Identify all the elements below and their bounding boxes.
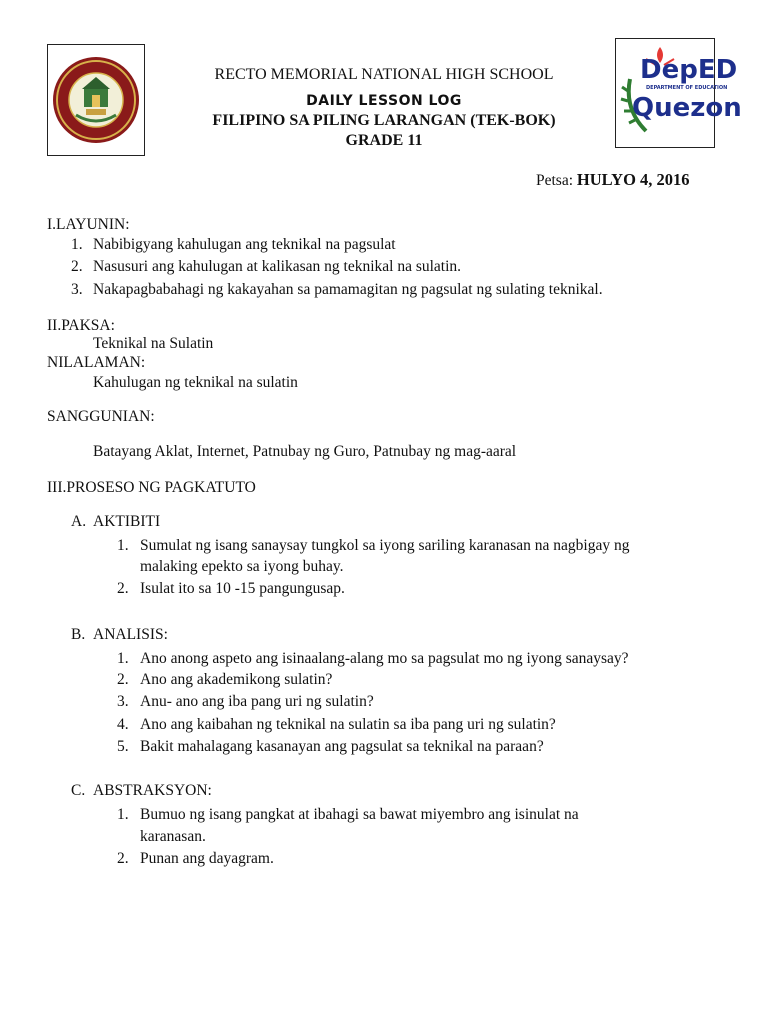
analisis-item: Ano ang kaibahan ng teknikal na sulatin sa iba pang uri ng sulatin? <box>140 716 556 733</box>
sanggunian-text: Batayang Aklat, Internet, Patnubay ng Guro, Patnubay ng mag-aaral <box>93 443 517 460</box>
aktibiti-item: Sumulat ng isang sanaysay tungkol sa iyong sariling karanasan na nagbigay ng <box>140 537 630 554</box>
analisis-item: Ano ang akademikong sulatin? <box>140 671 333 688</box>
school-name: RECTO MEMORIAL NATIONAL HIGH SCHOOL <box>214 66 554 83</box>
subject-title: FILIPINO SA PILING LARANGAN (TEK-BOK) <box>212 112 556 129</box>
log-title: DAILY LESSON LOG <box>306 93 462 109</box>
abstraksyon-item: Punan ang dayagram. <box>140 850 274 867</box>
analisis-item: Bakit mahalagang kasanayan ang pagsulat sa teknikal na paraan? <box>140 738 544 755</box>
nilalaman-text: Kahulugan ng teknikal na sulatin <box>93 374 298 391</box>
deped-logo-province: Quezon <box>632 93 742 123</box>
deped-logo-department: DEPARTMENT OF EDUCATION <box>646 85 728 91</box>
analisis-num: 3. <box>117 693 129 710</box>
layunin-item: Nabibigyang kahulugan ang teknikal na pagsulat <box>93 236 396 253</box>
sanggunian-heading: SANGGUNIAN: <box>47 408 155 425</box>
analisis-item: Anu- ano ang iba pang uri ng sulatin? <box>140 693 374 710</box>
analisis-num: 2. <box>117 671 129 688</box>
date-label: Petsa: <box>536 172 574 189</box>
analisis-num: 5. <box>117 738 129 755</box>
nilalaman-heading: NILALAMAN: <box>47 354 146 371</box>
analisis-num: 4. <box>117 716 129 733</box>
grade-level: GRADE 11 <box>345 132 423 149</box>
analisis-heading: ANALISIS: <box>93 626 168 643</box>
abstraksyon-num: 2. <box>117 850 129 867</box>
abstraksyon-item: Bumuo ng isang pangkat at ibahagi sa bawat miyembro ang isinulat na <box>140 806 579 823</box>
deped-logo-wordmark: DepED <box>640 55 738 85</box>
layunin-item: Nasusuri ang kahulugan at kalikasan ng teknikal na sulatin. <box>93 258 462 275</box>
paksa-heading: II.PAKSA: <box>47 317 115 334</box>
aktibiti-item-cont: malaking epekto sa iyong buhay. <box>140 558 344 575</box>
date-line <box>536 170 690 190</box>
abstraksyon-heading: ABSTRAKSYON: <box>93 782 212 799</box>
layunin-item: Nakapagbabahagi ng kakayahan sa pamamagitan ng pagsulat ng sulating teknikal. <box>93 281 603 298</box>
aktibiti-num: 2. <box>117 580 129 597</box>
analisis-num: 1. <box>117 650 129 667</box>
paksa-text: Teknikal na Sulatin <box>93 335 214 352</box>
date-value: HULYO 4, 2016 <box>576 170 690 189</box>
aktibiti-item: Isulat ito sa 10 -15 pangungusap. <box>140 580 345 597</box>
section-letter: B. <box>71 626 86 643</box>
layunin-num: 2. <box>71 258 83 275</box>
aktibiti-num: 1. <box>117 537 129 554</box>
analisis-item: Ano anong aspeto ang isinaalang-alang mo sa pagsulat mo ng iyong sanaysay? <box>140 650 629 667</box>
abstraksyon-item-cont: karanasan. <box>140 828 206 845</box>
section-letter: A. <box>71 513 87 530</box>
aktibiti-heading: AKTIBITI <box>93 513 161 530</box>
layunin-num: 3. <box>71 281 83 298</box>
abstraksyon-num: 1. <box>117 806 129 823</box>
layunin-num: 1. <box>71 236 83 253</box>
layunin-heading: I.LAYUNIN: <box>47 216 130 233</box>
section-letter: C. <box>71 782 86 799</box>
proseso-heading: III.PROSESO NG PAGKATUTO <box>47 479 256 496</box>
